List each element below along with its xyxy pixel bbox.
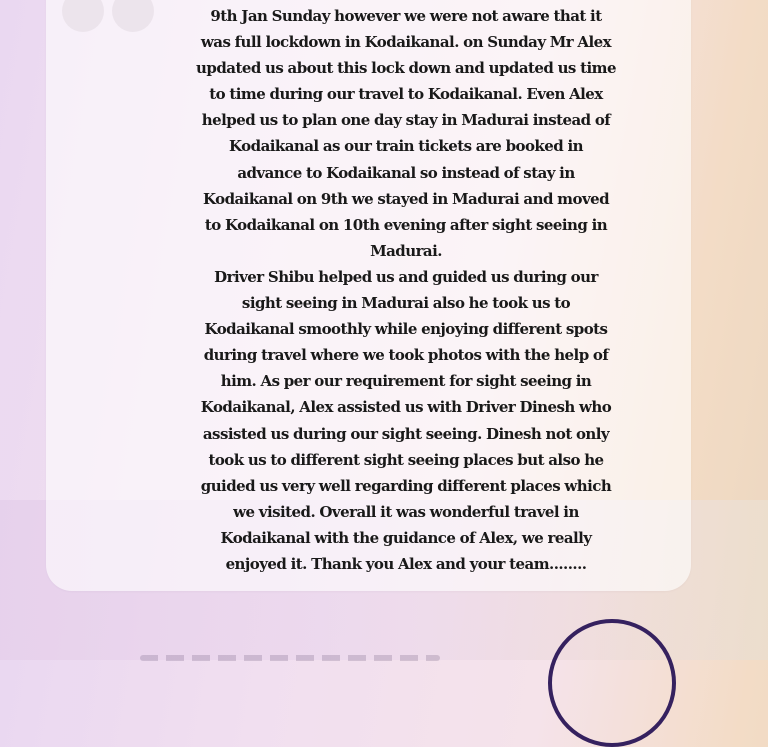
circle-decoration [548, 619, 676, 747]
faded-text-line [140, 655, 440, 661]
review-paragraph-1: 9th Jan Sunday however we were not aware that it was full lockdown in Kodaikanal. on Sunday Mr Alex updated us about this lock down and updated us time to time during our travel to Kodaikanal. Even Alex helped us to plan one day stay in Madurai instead of Kodaikanal as our train tickets are booked in advance to Kodaikanal so instead of stay in Kodaikanal on 9th we stayed in Madurai and moved to Kodaikanal on 10th evening after sight seeing in Madurai. [196, 7, 616, 260]
testimonial-text [196, 3, 616, 577]
review-paragraph-2: Driver Shibu helped us and guided us during our sight seeing in Madurai also he took us to Kodaikanal smoothly while enjoying different spots during travel where we took photos with the help of him. As per our requirement for sight seeing in Kodaikanal, Alex assisted us with Driver Dinesh who assisted us during our sight seeing. Dinesh not only took us to different sight seeing places but also he guided us very well regarding different places which we visited. Overall it was wonderful travel in Kodaikanal with the guidance of Alex, we really enjoyed it. Thank you Alex and your team........ [200, 267, 612, 573]
quote-icon [62, 0, 157, 34]
